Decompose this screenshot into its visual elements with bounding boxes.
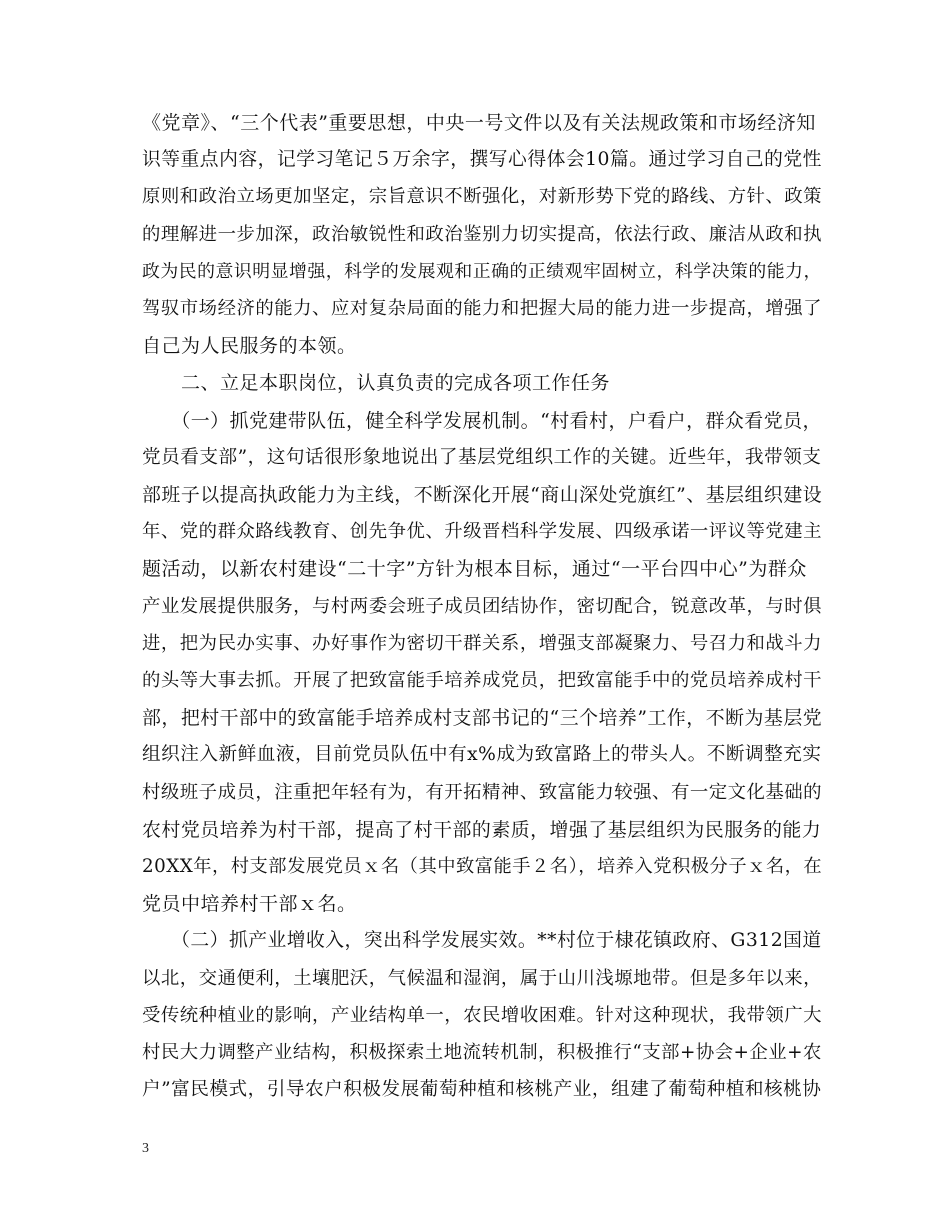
- text-line: 的头等大事去抓。开展了把致富能手培养成党员，把致富能手中的党员培养成村干: [142, 670, 823, 691]
- text-line: 原则和政治立场更加坚定，宗旨意识不断强化，对新形势下党的路线、方针、政策: [142, 186, 823, 208]
- text-line: 《党章》、“三个代表”重要思想，中央一号文件以及有关法规政策和市场经济知: [142, 112, 816, 134]
- text-line: 题活动，以新农村建设“二十字”方针为根本目标，通过“一平台四中心”为群众: [142, 558, 807, 581]
- text-line: （一）抓党建带队伍，健全科学发展机制。“村看村，户看户，群众看党员，: [142, 409, 822, 432]
- text-line: 部，把村干部中的致富能手培养成村支部书记的“三个培养”工作，不断为基层党: [142, 707, 823, 730]
- page-number: 3: [142, 1141, 149, 1156]
- text-line: 二、立足本职岗位，认真负责的完成各项工作任务: [142, 372, 611, 395]
- text-line: 村级班子成员，注重把年轻有为，有开拓精神、致富能力较强、有一定文化基础的: [142, 781, 823, 803]
- text-line: 党员中培养村干部ｘ名。: [142, 893, 357, 916]
- text-line: 党员看支部”，这句话很形象地说出了基层党组织工作的关键。近些年，我带领支: [142, 446, 822, 468]
- text-line: 政为民的意识明显增强，科学的发展观和正确的正绩观牢固树立，科学决策的能力，: [142, 260, 822, 282]
- text-line: 识等重点内容，记学习笔记５万余字，撰写心得体会10篇。通过学习自己的党性: [142, 149, 822, 171]
- text-line: 自己为人民服务的本领。: [142, 335, 357, 358]
- text-line: 村民大力调整产业结构，积极探索土地流转机制，积极推行“支部+协会+企业+农: [142, 1042, 822, 1063]
- text-line: 20XX年，村支部发展党员ｘ名（其中致富能手２名），培养入党积极分子ｘ名，在: [142, 856, 823, 877]
- text-line: 组织注入新鲜血液，目前党员队伍中有x%成为致富路上的带头人。不断调整充实: [142, 744, 822, 766]
- text-line: 部班子以提高执政能力为主线，不断深化开展“商山深处党旗红”、基层组织建设: [142, 484, 823, 506]
- text-line: 户”富民模式，引导农户积极发展葡萄种植和核桃产业，组建了葡萄种植和核桃协: [142, 1079, 822, 1101]
- text-line: （二）抓产业增收入，突出科学发展实效。**村位于棣花镇政府、G312国道: [142, 930, 822, 952]
- text-line: 进，把为民办实事、办好事作为密切干群关系，增强支部凝聚力、号召力和战斗力: [142, 632, 823, 654]
- text-line: 受传统种植业的影响，产业结构单一，农民增收困难。针对这种现状，我带领广大: [142, 1004, 823, 1026]
- text-line: 农村党员培养为村干部，提高了村干部的素质，增强了基层组织为民服务的能力: [142, 818, 822, 841]
- text-line: 以北，交通便利，土壤肥沃，气候温和湿润，属于山川浅塬地带。但是多年以来，: [142, 967, 823, 989]
- text-line: 产业发展提供服务，与村两委会班子成员团结协作，密切配合，锐意改革，与时俱: [142, 595, 823, 617]
- text-line: 年、党的群众路线教育、创先争优、升级晋档科学发展、四级承诺一评议等党建主: [142, 521, 823, 543]
- text-line: 驾驭市场经济的能力、应对复杂局面的能力和把握大局的能力进一步提高，增强了: [142, 298, 823, 319]
- text-line: 的理解进一步加深，政治敏锐性和政治鉴别力切实提高，依法行政、廉洁从政和执: [142, 223, 823, 245]
